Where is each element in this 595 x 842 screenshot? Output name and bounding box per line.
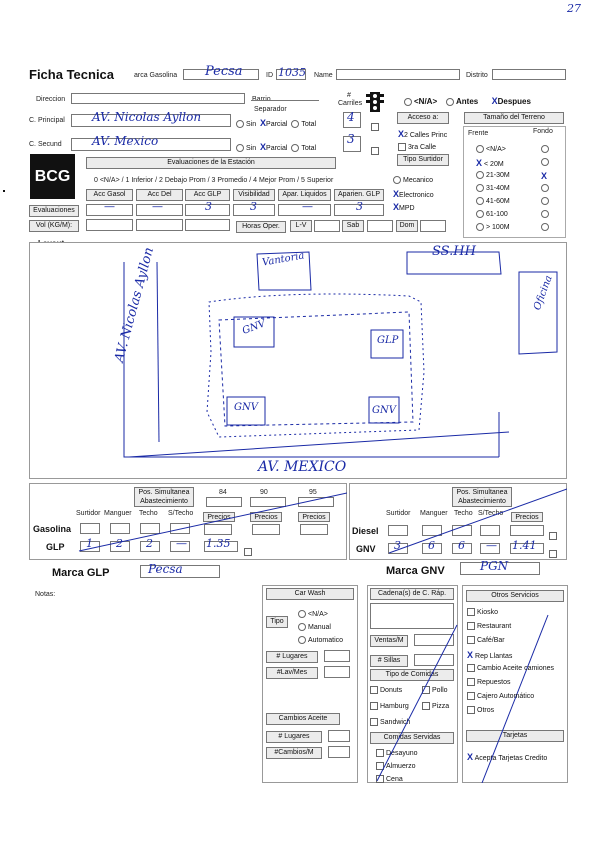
page-number: 27	[567, 2, 581, 15]
eval-col-4: Apar. Liquidos	[278, 189, 331, 201]
otros-item-checkbox[interactable]	[467, 664, 475, 672]
terreno-panel	[463, 126, 566, 238]
dom-field[interactable]	[420, 220, 446, 232]
cambios-lugares: # Lugares	[266, 731, 322, 743]
frente-radio[interactable]	[476, 223, 484, 231]
cambios-title: Cambios Aceite	[266, 713, 340, 725]
octane-90: 90	[260, 489, 268, 496]
horas-oper-label: Horas Oper.	[236, 221, 286, 233]
cambios-mes-field[interactable]	[328, 746, 350, 758]
cadena-tipo-comidas: Tipo de Comidas	[370, 669, 454, 681]
carriles-label: # Carriles	[338, 92, 363, 107]
terreno-title: Tamaño del Terreno	[464, 112, 564, 124]
otros-item[interactable]	[467, 650, 512, 660]
otros-item-label: Restaurant	[477, 622, 512, 630]
otros-item-checkbox[interactable]	[467, 692, 475, 700]
otros-item-label: Repuestos	[477, 678, 511, 686]
terreno-frente: Frente	[468, 130, 489, 137]
otros-item-label: Otros	[477, 706, 495, 714]
evaluaciones-title: Evaluaciones de la Estación	[86, 157, 336, 169]
comidas-servidas: Comidas Servidas	[370, 732, 454, 744]
sab-label: Sab	[342, 220, 364, 232]
diesel-pos-sim: Pos. Simultanea Abastecimiento	[452, 487, 512, 507]
diesel-col-manguer: Manguer	[420, 510, 448, 517]
direccion-field[interactable]	[71, 93, 245, 104]
fondo-radio[interactable]	[541, 158, 551, 166]
gnv-techo-value: 6	[458, 539, 465, 552]
terreno-row-label: <N/A>	[486, 145, 506, 153]
terreno-row[interactable]	[476, 145, 506, 153]
marca-gnv-label: Marca GNV	[386, 565, 445, 577]
otros-item-checkbox[interactable]	[467, 678, 475, 686]
car-wash-lugares-field[interactable]	[324, 650, 350, 662]
otros-item-checkbox[interactable]	[467, 622, 475, 630]
eval-col-3: Visibilidad	[233, 189, 275, 201]
notas-label: Notas:	[35, 591, 56, 598]
comida-pollo[interactable]: Pollo	[422, 686, 448, 694]
cadena-sillas: # Sillas	[370, 655, 408, 667]
carriles-value-1: 4	[347, 110, 355, 124]
gnv-label: GNV	[356, 544, 376, 554]
car-wash-lugares: # Lugares	[266, 651, 318, 663]
car-wash-title: Car Wash	[266, 588, 354, 600]
glp-techo-value: 2	[146, 537, 153, 550]
eval-value-4: —	[302, 200, 313, 213]
glp-surtidor-value: 1	[86, 537, 93, 550]
otros-item-label: Kiosko	[477, 608, 499, 616]
marca-glp-label: Marca GLP	[52, 567, 110, 579]
fondo-radio[interactable]	[541, 210, 551, 218]
gas-col-techo: Techo	[139, 510, 158, 517]
vol-field-1[interactable]	[86, 219, 133, 231]
name-label: Name	[314, 72, 333, 79]
terreno-row-label: 31-40M	[486, 184, 510, 192]
otros-item-label: Café/Bar	[477, 636, 505, 644]
gas-col-surtidor: Surtidor	[76, 510, 101, 517]
car-wash-opt-na[interactable]: <N/A>	[298, 610, 328, 618]
otros-item[interactable]	[467, 678, 510, 686]
vol-field-3[interactable]	[185, 219, 230, 231]
tipo-surtidor-title: Tipo Surtidor	[397, 154, 449, 166]
gas-precios-1: Precios	[203, 512, 235, 522]
surtidor-mecanico[interactable]: Mecanico	[393, 176, 433, 184]
fondo-radio[interactable]: X	[541, 171, 548, 181]
terreno-row-label: 41-60M	[486, 197, 510, 205]
diesel-precios: Precios	[511, 512, 543, 522]
diesel-col-surtidor: Surtidor	[386, 510, 411, 517]
comida-pizza[interactable]: Pizza	[422, 702, 449, 710]
otros-item-label: Rep Llantas	[475, 653, 513, 660]
fondo-radio[interactable]	[541, 223, 551, 231]
gas-pos-sim: Pos. Simultanea Abastecimiento	[134, 487, 194, 507]
surtidor-mpd[interactable]: XMPD	[393, 202, 415, 212]
eval-col-0: Acc Gasol	[86, 189, 133, 201]
terreno-row[interactable]	[476, 171, 510, 179]
sketch-gnv-3: GNV	[372, 405, 396, 416]
frente-radio[interactable]	[476, 145, 484, 153]
servida-almuerzo[interactable]: Almuerzo	[376, 762, 416, 770]
sketch-glp: GLP	[377, 335, 399, 346]
gnv-surtidor-value: 3	[394, 539, 401, 552]
otros-item-checkbox[interactable]: X	[467, 650, 474, 660]
sketch-vantoria: Vantoria	[261, 250, 306, 269]
frente-radio[interactable]	[476, 171, 484, 179]
acceso-title: Acceso a:	[397, 112, 449, 124]
terreno-row[interactable]	[476, 184, 510, 192]
octane-84: 84	[219, 489, 227, 496]
otros-item-label: Cajero Automático	[477, 692, 535, 700]
diesel-col-stecho: S/Techo	[478, 510, 504, 517]
fondo-radio[interactable]	[541, 184, 551, 192]
gnv-price-value: 1.41	[512, 539, 537, 552]
eval-col-2: Acc GLP	[185, 189, 230, 201]
secund-label: C. Secund	[29, 141, 62, 148]
gnv-manguer-value: 6	[428, 539, 435, 552]
acceso-opt1[interactable]: X2 Calles Princ	[398, 129, 448, 139]
status-options[interactable]: <N/A> Antes XDespues	[404, 96, 531, 106]
vol-field-2[interactable]	[136, 219, 183, 231]
barrio-line	[251, 100, 319, 101]
marca-gnv-value: PGN	[480, 559, 509, 573]
terreno-row-label: 61-100	[486, 210, 508, 218]
eval-value-0: —	[104, 200, 115, 213]
otros-item[interactable]	[467, 636, 505, 644]
servida-cena[interactable]: Cena	[376, 775, 403, 783]
sketch-nicolas-ayllon: AV. Nicolas Ayllon	[112, 245, 158, 364]
marca-gasolina-label: arca Gasolina	[134, 72, 178, 79]
bcg-logo: BCG	[30, 154, 75, 199]
cadena-title: Cadena(s) de C. Ráp.	[370, 588, 454, 600]
id-label: ID	[266, 72, 273, 79]
glp-label: GLP	[46, 542, 65, 552]
id-value: 1035	[278, 66, 306, 79]
glp-stecho-value: —	[176, 537, 187, 550]
cadena-strike-line	[367, 585, 458, 783]
car-wash-lav: #Lav/Mes	[266, 667, 318, 679]
diesel-strike-line	[349, 483, 567, 560]
fondo-radio[interactable]	[541, 145, 551, 153]
sketch-gnv-2: GNV	[234, 402, 258, 413]
separador-options-2[interactable]: Sin XParcial Total	[236, 142, 316, 152]
frente-radio[interactable]	[476, 184, 484, 192]
comida-donuts[interactable]: Donuts	[370, 686, 402, 694]
separador-label: Separador	[254, 106, 287, 113]
dom-label: Dom	[396, 220, 418, 232]
acceso-opt2[interactable]: 3ra Calle	[398, 143, 436, 151]
eval-value-3: 3	[250, 200, 257, 213]
glp-price-value: 1.35	[206, 537, 231, 550]
evaluaciones-scale: 0 <N/A> / 1 Inferior / 2 Debajo Prom / 3 Promedio / 4 Mejor Prom / 5 Superior	[94, 177, 334, 184]
gas-col-manguer: Manguer	[104, 510, 132, 517]
otros-item-checkbox[interactable]	[467, 636, 475, 644]
form-title: Ficha Tecnica	[29, 67, 115, 82]
terreno-fondo: Fondo	[533, 128, 553, 135]
surtidor-electronico[interactable]: XElectronico	[393, 189, 434, 199]
vol-label: Vol (KG/M):	[29, 220, 79, 232]
terreno-row-label: 21-30M	[486, 171, 510, 179]
otros-item-label: Cambio Aceite camiones	[477, 664, 555, 672]
sketch-sshh: SS.HH	[432, 244, 476, 259]
eval-col-1: Acc Del	[136, 189, 183, 201]
evaluaciones-row-label: Evaluaciones	[29, 205, 79, 217]
terreno-row-label: < 20M	[484, 161, 504, 168]
carriles-check-1[interactable]	[371, 123, 379, 131]
lv-field[interactable]	[314, 220, 340, 232]
terreno-row[interactable]	[476, 197, 510, 205]
sketch-mexico: AV. MEXICO	[258, 459, 347, 475]
cambios-lugares-field[interactable]	[328, 730, 350, 742]
gas-precios-2: Precios	[250, 512, 282, 522]
principal-value: AV. Nicolas Ayllon	[92, 110, 202, 124]
fondo-radio[interactable]	[541, 197, 551, 205]
separador-options-1[interactable]: Sin XParcial Total	[236, 118, 316, 128]
comida-hamburg[interactable]: Hamburg	[370, 702, 409, 710]
distrito-field[interactable]	[492, 69, 566, 80]
glp-manguer-value: 2	[116, 537, 123, 550]
car-wash-tipo: Tipo	[266, 616, 288, 628]
tarjetas-title: Tarjetas	[466, 730, 564, 742]
sketch-oficina: Oficina	[532, 274, 555, 312]
cadena-ventas: Ventas/M	[370, 635, 408, 647]
carriles-check-2[interactable]	[371, 147, 379, 155]
lv-label: L-V	[290, 220, 312, 232]
comida-sandwich[interactable]: Sandwich	[370, 718, 410, 726]
gas-col-stecho: S/Techo	[168, 510, 194, 517]
otros-item[interactable]	[467, 622, 511, 630]
gnv-stecho-value: —	[486, 539, 497, 552]
sketch-gnv-1: GNV	[240, 318, 268, 337]
otros-item-checkbox[interactable]	[467, 608, 475, 616]
eval-value-5: 3	[356, 200, 363, 213]
name-field[interactable]	[336, 69, 460, 80]
gasolina-label: Gasolina	[33, 524, 72, 534]
terreno-row[interactable]	[476, 223, 510, 231]
octane-95: 95	[309, 489, 317, 496]
car-wash-opt-manual[interactable]: Manual	[298, 623, 331, 631]
eval-col-5: Aparien. GLP	[334, 189, 384, 201]
frente-radio[interactable]	[476, 210, 484, 218]
marca-glp-value: Pecsa	[148, 562, 183, 576]
gas-strike-line	[29, 483, 347, 560]
otros-item[interactable]	[467, 692, 534, 700]
carriles-value-2: 3	[347, 132, 355, 146]
terreno-row[interactable]	[476, 210, 508, 218]
layout-sketch	[29, 242, 567, 479]
terreno-row[interactable]	[476, 158, 504, 168]
otros-item-checkbox[interactable]	[467, 706, 475, 714]
servida-desayuno[interactable]: Desayuno	[376, 749, 418, 757]
principal-label: C. Principal	[29, 117, 65, 124]
diesel-col-techo: Techo	[454, 510, 473, 517]
gas-precios-3: Precios	[298, 512, 330, 522]
otros-item[interactable]	[467, 608, 498, 616]
traffic-light-icon	[366, 92, 384, 117]
margin-dot	[3, 190, 5, 192]
car-wash-lav-field[interactable]	[324, 666, 350, 678]
otros-item[interactable]	[467, 664, 554, 672]
tarjetas-credito[interactable]: X Acepta Tarjetas Credito	[467, 752, 548, 762]
frente-radio[interactable]	[476, 197, 484, 205]
car-wash-opt-auto[interactable]: Automatico	[298, 636, 343, 644]
sab-field[interactable]	[367, 220, 393, 232]
cambios-mes: #Cambios/M	[266, 747, 322, 759]
secund-value: AV. Mexico	[92, 134, 159, 148]
diesel-label: Diesel	[352, 526, 379, 536]
otros-title: Otros Servicios	[466, 590, 564, 602]
terreno-row-label: > 100M	[486, 223, 510, 231]
eval-value-2: 3	[205, 200, 212, 213]
marca-gasolina-value: Pecsa	[205, 64, 243, 79]
eval-value-1: —	[152, 200, 163, 213]
frente-radio[interactable]: X	[476, 158, 483, 168]
direccion-label: Direccion	[36, 96, 66, 103]
distrito-label: Distrito	[466, 72, 488, 79]
otros-item[interactable]	[467, 706, 494, 714]
